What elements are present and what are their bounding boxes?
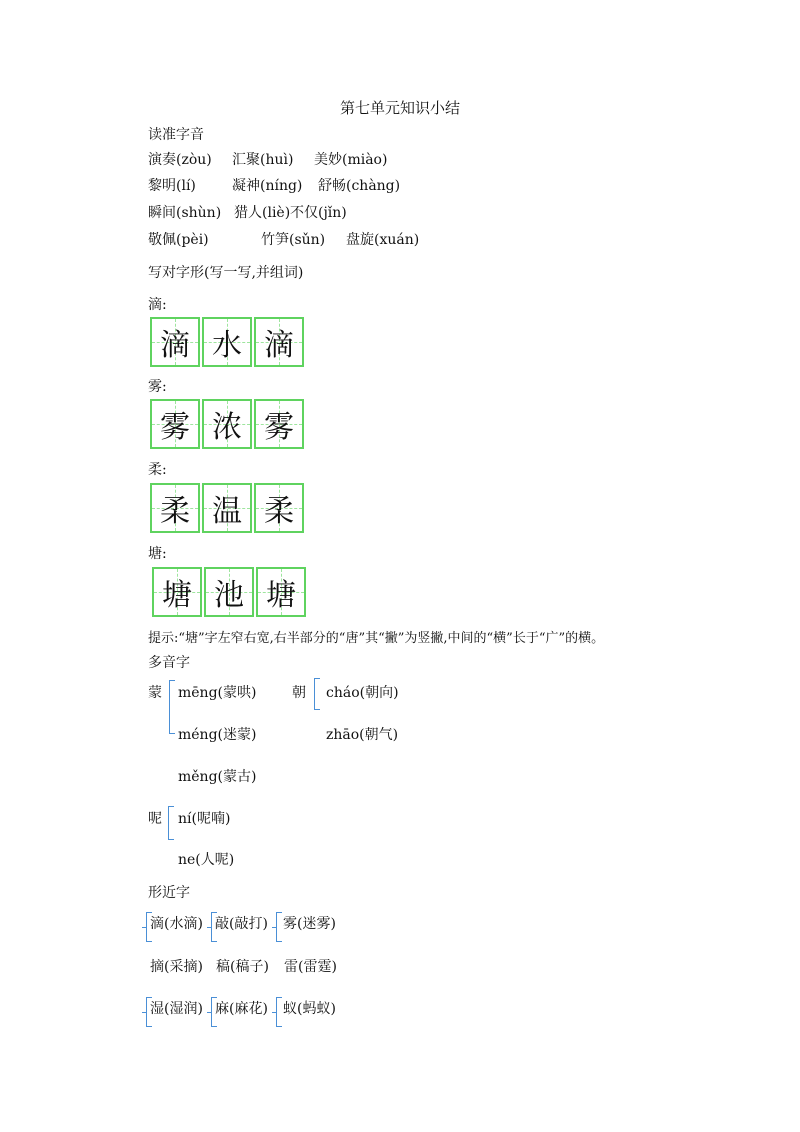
writing-label: 滴: xyxy=(148,297,167,313)
similar-item: 滴(水滴) xyxy=(150,916,203,932)
practice-grid xyxy=(152,567,308,617)
polyphonic-heading: 多音字 xyxy=(148,655,190,671)
pron-item: 猎人(liè) xyxy=(234,205,291,221)
pron-item: 瞬间(shùn) xyxy=(148,205,222,221)
writing-label: 雾: xyxy=(148,379,167,395)
polyphonic-reading: cháo(朝向) xyxy=(326,685,399,701)
polyphonic-char: 蒙 xyxy=(148,685,162,701)
writing-heading: 写对字形(写一写,并组词) xyxy=(148,265,304,281)
pron-item: 黎明(lí) xyxy=(148,178,196,194)
writing-label: 塘: xyxy=(148,546,167,562)
polyphonic-reading: mēng(蒙哄) xyxy=(178,685,257,701)
brace-icon xyxy=(146,997,147,1027)
grid-cell: 柔 xyxy=(150,483,200,533)
grid-cell: 滴 xyxy=(254,317,304,367)
polyphonic-reading: měng(蒙古) xyxy=(178,769,257,785)
practice-grid xyxy=(150,317,306,367)
pron-item: 美妙(miào) xyxy=(314,152,388,168)
similar-heading: 形近字 xyxy=(148,885,190,901)
polyphonic-reading: zhāo(朝气) xyxy=(326,727,399,743)
pron-item: 凝神(níng) xyxy=(232,178,303,194)
grid-cell: 塘 xyxy=(152,567,202,617)
grid-cell: 池 xyxy=(204,567,254,617)
brace-icon xyxy=(211,997,212,1027)
pron-item: 敬佩(pèi) xyxy=(148,232,209,248)
grid-cell: 滴 xyxy=(150,317,200,367)
pron-item: 舒畅(chàng) xyxy=(318,178,401,194)
grid-cell: 雾 xyxy=(254,399,304,449)
similar-item: 雾(迷雾) xyxy=(283,916,336,932)
grid-cell: 水 xyxy=(202,317,252,367)
pronunciation-heading: 读准字音 xyxy=(148,127,204,143)
brace-icon xyxy=(276,997,277,1027)
grid-cell: 雾 xyxy=(150,399,200,449)
grid-cell: 温 xyxy=(202,483,252,533)
polyphonic-reading: ne(人呢) xyxy=(178,852,235,868)
brace-icon xyxy=(168,806,169,840)
writing-label: 柔: xyxy=(148,462,167,478)
brace-icon xyxy=(276,912,277,942)
polyphonic-char: 呢 xyxy=(148,811,162,827)
similar-item: 湿(湿润) xyxy=(150,1001,203,1017)
brace-icon xyxy=(146,912,147,942)
pron-item: 竹笋(sǔn) xyxy=(261,232,326,248)
grid-cell: 浓 xyxy=(202,399,252,449)
brace-icon xyxy=(211,912,212,942)
similar-item: 蚁(蚂蚁) xyxy=(283,1001,336,1017)
brace-icon xyxy=(314,678,315,710)
polyphonic-reading: ní(呢喃) xyxy=(178,811,231,827)
similar-item: 摘(采摘) xyxy=(150,959,203,975)
grid-cell: 柔 xyxy=(254,483,304,533)
page-title: 第七单元知识小结 xyxy=(339,99,460,117)
brace-icon xyxy=(169,680,170,734)
practice-grid xyxy=(150,399,306,449)
pron-item: 不仅(jǐn) xyxy=(290,205,347,221)
pron-item: 汇聚(huì) xyxy=(232,152,294,168)
similar-item: 稿(稿子) xyxy=(216,959,269,975)
pron-item: 演奏(zòu) xyxy=(148,152,212,168)
practice-grid xyxy=(150,483,306,533)
similar-item: 麻(麻花) xyxy=(215,1001,268,1017)
similar-item: 敲(敲打) xyxy=(215,916,268,932)
polyphonic-reading: méng(迷蒙) xyxy=(178,727,257,743)
polyphonic-char: 朝 xyxy=(292,685,306,701)
grid-cell: 塘 xyxy=(256,567,306,617)
similar-item: 雷(雷霆) xyxy=(284,959,337,975)
pron-item: 盘旋(xuán) xyxy=(346,232,420,248)
writing-tip: 提示:“塘”字左窄右宽,右半部分的“唐”其“撇”为竖撇,中间的“横”长于“广”的横。 xyxy=(148,631,605,646)
